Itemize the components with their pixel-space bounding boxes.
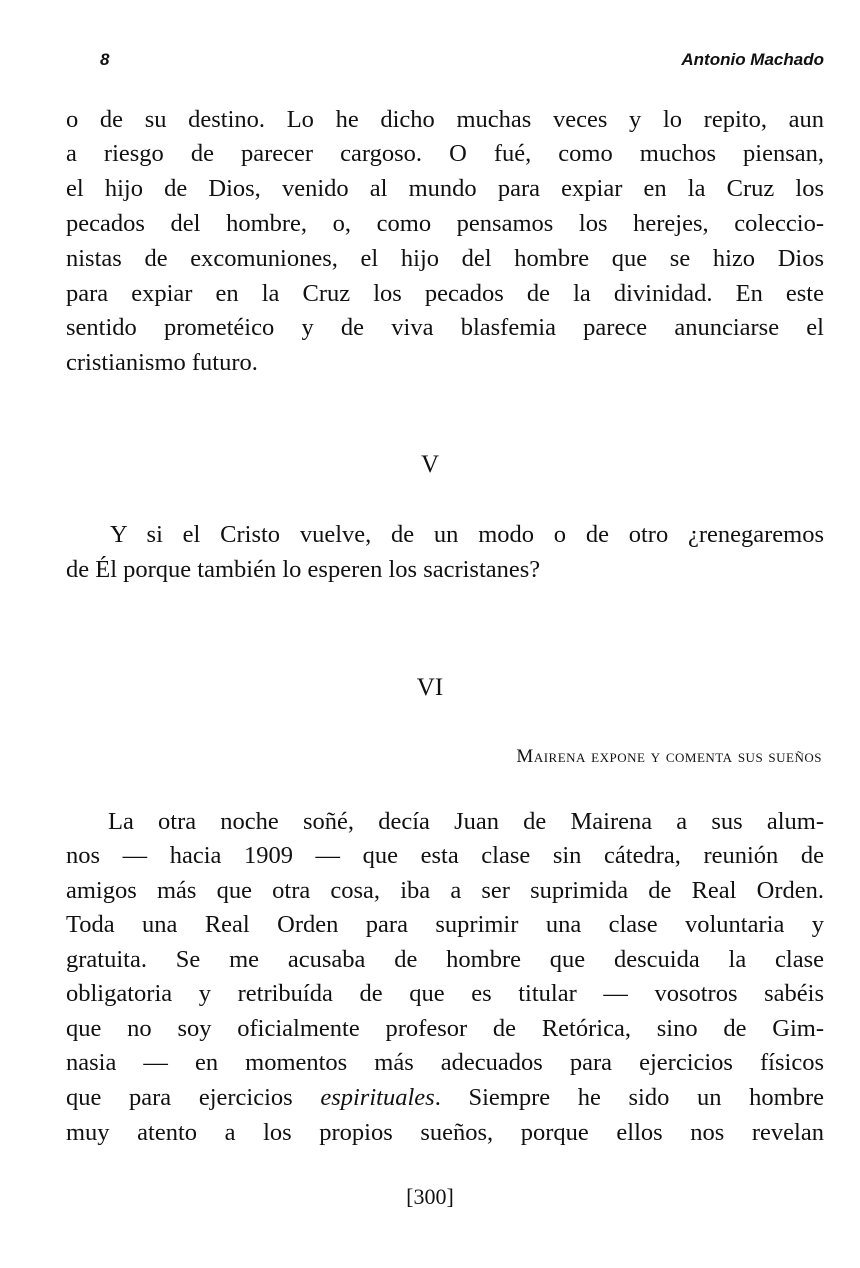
running-title: Antonio Machado (681, 50, 824, 69)
text-span: . Siempre he sido un hombre (434, 1084, 824, 1111)
text-line: a riesgo de parecer cargoso. O fué, como muchos piensan, (66, 140, 824, 167)
section-heading-v: V (420, 451, 440, 478)
text-line (66, 1083, 824, 1113)
section-subtitle: Mairena expone y comenta sus sueños (516, 746, 822, 767)
text-line: Toda una Real Orden para suprimir una clase voluntaria y (66, 911, 824, 938)
italic-word: espirituales (320, 1084, 435, 1111)
section-heading-vi: VI (416, 674, 444, 701)
text-line: nistas de excomuniones, el hijo del hombre que se hizo Dios (66, 245, 824, 272)
text-line: el hijo de Dios, venido al mundo para expiar en la Cruz los (66, 175, 824, 202)
text-line: pecados del hombre, o, como pensamos los herejes, coleccio- (66, 210, 824, 237)
text-line: que no soy oficialmente profesor de Retórica, sino de Gim- (66, 1015, 824, 1042)
folio-number: [300] (406, 1184, 454, 1209)
text-line: nos — hacia 1909 — que esta clase sin cátedra, reunión de (66, 842, 824, 869)
text-line: de Él porque también lo esperen los sacristanes? (66, 556, 541, 583)
text-line: sentido prometéico y de viva blasfemia parece anunciarse el (66, 314, 824, 341)
text-line: nasia — en momentos más adecuados para ejercicios físicos (66, 1049, 824, 1076)
text-line: amigos más que otra cosa, iba a ser suprimida de Real Orden. (66, 877, 824, 904)
text-line: Y si el Cristo vuelve, de un modo o de otro ¿renegaremos (110, 521, 824, 548)
text-line: cristianismo futuro. (66, 349, 258, 376)
text-line: o de su destino. Lo he dicho muchas veces y lo repito, aun (66, 106, 824, 133)
text-line: para expiar en la Cruz los pecados de la divinidad. En este (66, 280, 824, 307)
text-line: muy atento a los propios sueños, porque ellos nos revelan (66, 1119, 824, 1146)
text-line: La otra noche soñé, decía Juan de Mairena a sus alum- (108, 808, 824, 835)
text-line: gratuita. Se me acusaba de hombre que descuida la clase (66, 946, 824, 973)
page-number: 8 (100, 50, 110, 69)
text-line: obligatoria y retribuída de que es titular — vosotros sabéis (66, 980, 824, 1007)
text-span: que para ejercicios (66, 1084, 321, 1111)
